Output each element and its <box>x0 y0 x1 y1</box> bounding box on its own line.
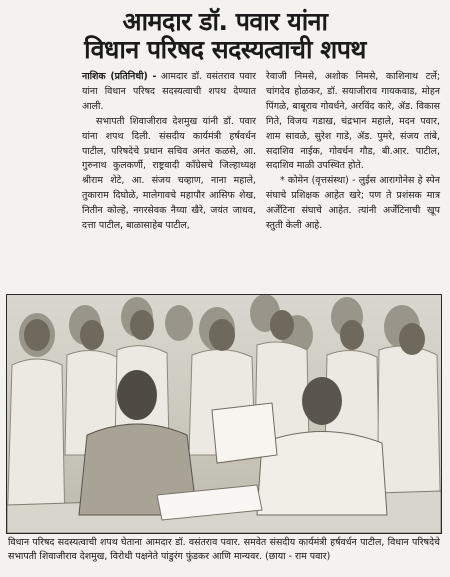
article-body <box>82 70 440 292</box>
paragraph: रेवाजी निमसे, अशोक निमसे, काशिनाथ टर्ले; चांगदेव होळकर, डॉ. सयाजीराव गायकवाड, मोहन पिंगळे, बाबूराव गोवर्धने, अरविंद कारे, ॲड. विकास गिते, विजय गडाख, चंद्रभान महाले, मदन पवार, शाम सावळे, सुरेश गाडे, ॲड. पुमरे, संजय तांबे, सदाशिव नाईक, गोवर्धन गौड, बी.आर. पाटील, सदाशिव माळी उपस्थित होते. <box>266 71 440 172</box>
photo-illustration <box>7 295 441 533</box>
photo-caption: विधान परिषद सदस्यत्वाची शपथ घेताना आमदार डॉ. वसंतराव पवार. समवेत संसदीय कार्यमंत्री हर्षवर्धन पाटील, विधान परिषदेचे सभापती शिवाजीराव देशमुख, विरोधी पक्षनेते पांडुरंग फुंडकर आणि मान्यवर. (छाया - राम पवार) <box>8 537 440 562</box>
paragraph: आमदार डॉ. वसंतराव पवार यांना विधान परिषद सदस्यत्वाची शपथ देण्यात आली. <box>82 71 257 112</box>
paragraph: सभापती शिवाजीराव देशमुख यांनी डॉ. पवार यांना शपथ दिली. संसदीय कार्यमंत्री हर्षवर्धन पाटील, परिषदेचे प्रधान सचिव अनंत कळसे, आ. गुरुनाथ कुलकर्णी, राष्ट्रवादी काँग्रेसचे जिल्हाध्यक्ष श्रीराम शेटे, आ. संजय चव्हाण, नाना महाले, तुकाराम दिघोळे, मालेगावचे महापौर आसिफ शेख, नितीन कोल्हे, नगरसेवक नैय्या खैरे, जयंत जाधव, दत्ता पाटील, बाळासाहेब पाटील, <box>82 115 256 232</box>
headline-line-2: विधान परिषद सदस्यत्वाची शपथ <box>84 35 366 64</box>
paragraph: * कोमेन (वृत्तसंस्था) - लुईस आरागोनेस हे स्पेन संघाचे प्रशिक्षक आहेत खरे; पण ते प्रशंसक मात्र अर्जेंटिना संघाचे आहेत. त्यांनी अर्जेंटिनाची खूप स्तुती केली आहे. <box>266 175 440 232</box>
headline-line-1: आमदार डॉ. पवार यांना <box>122 7 328 36</box>
headline <box>60 8 390 64</box>
news-photo <box>6 294 442 534</box>
dateline: नाशिक (प्रतिनिधी) - <box>82 71 157 82</box>
article-column-2 <box>266 70 440 292</box>
article-column-1 <box>82 70 256 292</box>
